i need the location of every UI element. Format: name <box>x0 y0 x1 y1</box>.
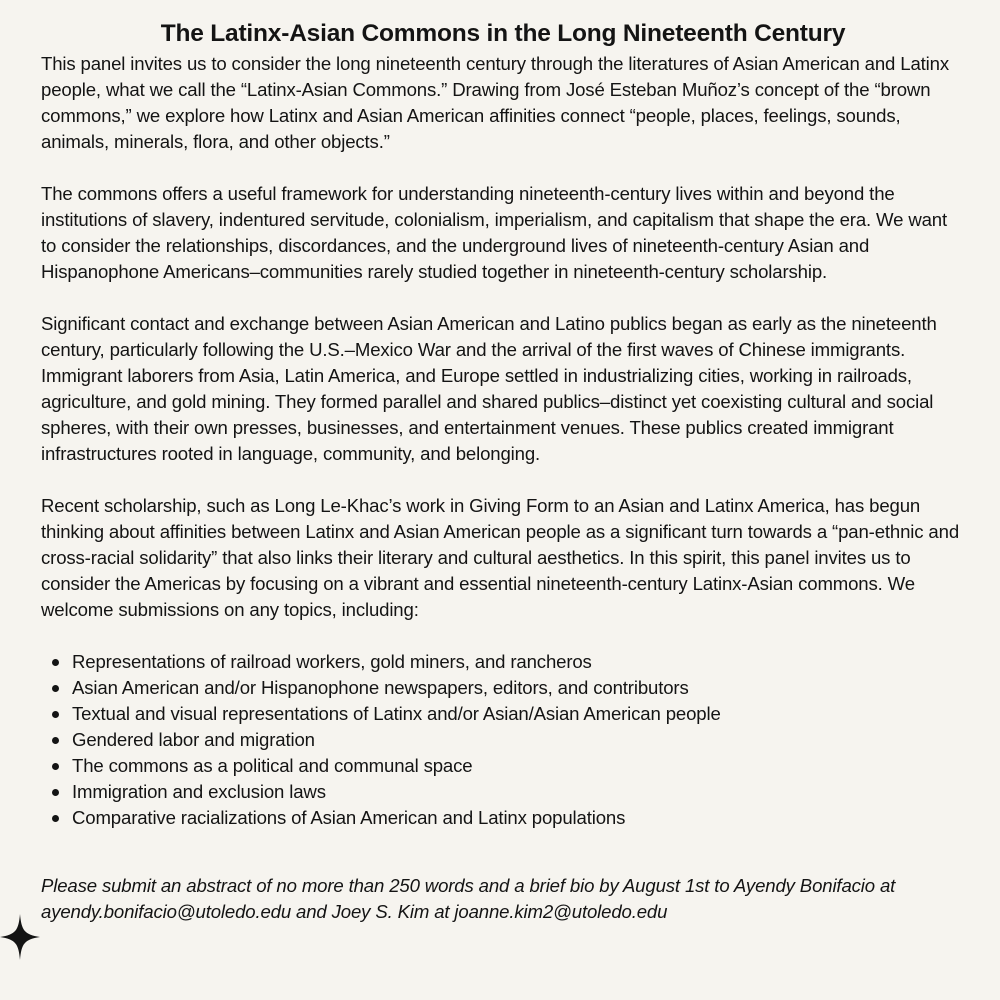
paragraph-recent-scholarship: Recent scholarship, such as Long Le-Khac’s work in Giving Form to an Asian and Latinx America, has begun thinking about affinities between Latinx and Asian American people as a significant turn towards a “pan-ethnic and cross-racial solidarity” that also links their literary and cultural aesthetics. In this spirit, this panel invites us to consider the Americas by focusing on a vibrant and essential nineteenth-century Latinx-Asian commons. We welcome submissions on any topics, including: <box>41 495 960 620</box>
list-item: Textual and visual representations of Latinx and/or Asian/Asian American people <box>72 701 965 727</box>
list-item: Immigration and exclusion laws <box>72 779 965 805</box>
paragraph-commons-framework: The commons offers a useful framework for understanding nineteenth-century lives within and beyond the institutions of slavery, indentured servitude, colonialism, imperialism, and capitalism that shape the era. We want to consider the relationships, discordances, and the underground lives of nineteenth-century Asian and Hispanophone Americans–communities rarely studied together in nineteenth-century scholarship. <box>41 183 947 282</box>
list-item: Gendered labor and migration <box>72 727 965 753</box>
topics-list <box>41 649 965 831</box>
list-item: Representations of railroad workers, gold miners, and rancheros <box>72 649 965 675</box>
list-item: The commons as a political and communal space <box>72 753 965 779</box>
paragraph-contact-exchange: Significant contact and exchange between Asian American and Latino publics began as early as the nineteenth century, particularly following the U.S.–Mexico War and the arrival of the first waves of Chinese immigrants. Immigrant laborers from Asia, Latin America, and Europe settled in industrializing cities, working in railroads, agriculture, and gold mining. They formed parallel and shared publics–distinct yet coexisting cultural and social spheres, with their own presses, businesses, and entertainment venues. These publics created immigrant infrastructures rooted in language, community, and belonging. <box>41 313 937 464</box>
paragraph-intro: This panel invites us to consider the long nineteenth century through the literatures of Asian American and Latinx people, what we call the “Latinx-Asian Commons.” Drawing from José Esteban Muñoz’s concept of the “brown commons,” we explore how Latinx and Asian American affinities connect “people, places, feelings, sounds, animals, minerals, flora, and other objects.” <box>41 53 949 152</box>
page-title: The Latinx-Asian Commons in the Long Nineteenth Century <box>160 20 846 47</box>
four-point-star-icon <box>0 914 40 960</box>
submission-instructions: Please submit an abstract of no more than 250 words and a brief bio by August 1st to Ayendy Bonifacio at ayendy.bonifacio@utoledo.edu and Joey S. Kim at joanne.kim2@utoledo.edu <box>41 875 896 922</box>
document-body <box>41 18 965 951</box>
list-item: Comparative racializations of Asian American and Latinx populations <box>72 805 965 831</box>
list-item: Asian American and/or Hispanophone newspapers, editors, and contributors <box>72 675 965 701</box>
